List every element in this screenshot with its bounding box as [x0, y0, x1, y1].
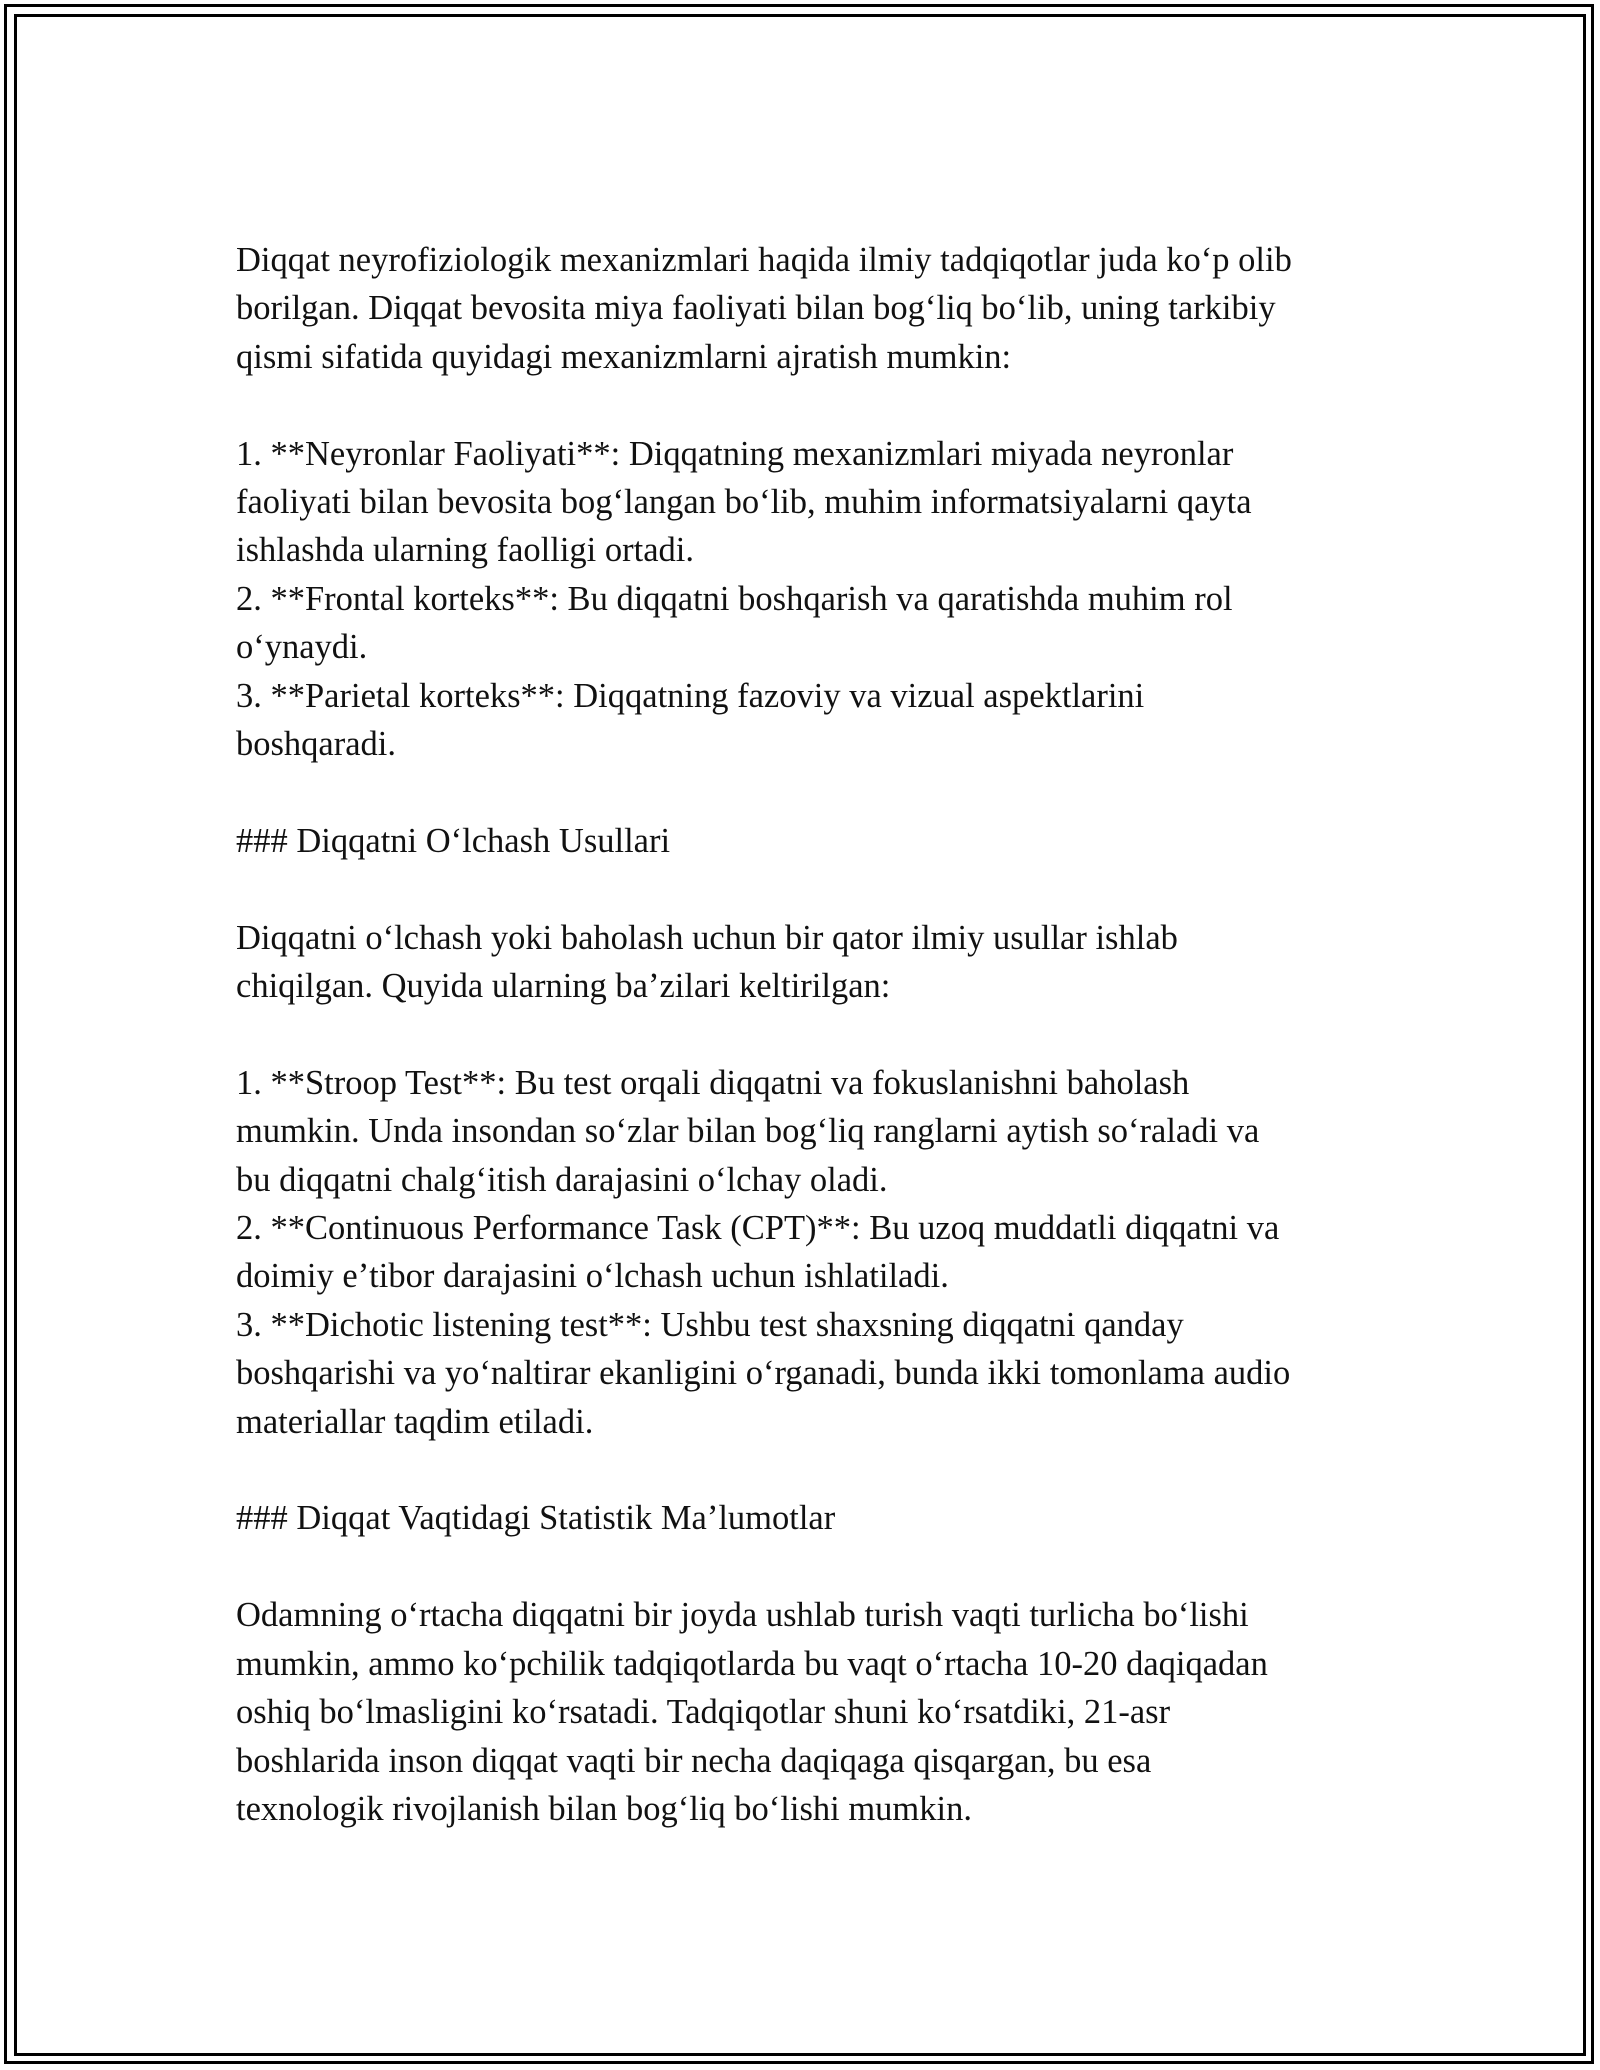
section-heading-methods: ### Diqqatni Oʻlchash Usullari	[236, 821, 671, 860]
spacer	[236, 1446, 1376, 1494]
document-body	[236, 236, 1376, 1833]
spacer	[236, 865, 1376, 913]
section-heading-stats: ### Diqqat Vaqtidagi Statistik Maʼlumotlar	[236, 1499, 836, 1538]
spacer	[236, 381, 1376, 429]
method-item: 2. **Continuous Performance Task (CPT)**: Bu uzoq muddatli diqqatni va doimiy eʼtibor darajasini oʻlchash uchun ishlatiladi.	[236, 1209, 1280, 1296]
stats-paragraph: Odamning oʻrtacha diqqatni bir joyda ushlab turish vaqti turlicha boʻlishi mumkin, ammo koʻpchilik tadqiqotlarda bu vaqt oʻrtacha 10-20 daqiqadan oshiq boʻlmasligini koʻrsatadi. Tadqiqotlar shuni koʻrsatdiki, 21-asr boshlarida inson diqqat vaqti bir necha daqiqaga qisqargan, bu esa texnologik rivojlanish bilan bogʻliq boʻlishi mumkin.	[236, 1596, 1268, 1828]
spacer	[236, 1010, 1376, 1058]
intro-paragraph: Diqqat neyrofiziologik mexanizmlari haqida ilmiy tadqiqotlar juda koʻp olib borilgan. Diqqat bevosita miya faoliyati bilan bogʻliq boʻlib, uning tarkibiy qismi sifatida quyidagi mexanizmlarni ajratish mumkin:	[236, 241, 1292, 376]
method-item: 3. **Dichotic listening test**: Ushbu test shaxsning diqqatni qanday boshqarishi va yoʻnaltirar ekanligini oʻrganadi, bunda ikki tomonlama audio materiallar taqdim etiladi.	[236, 1305, 1291, 1441]
spacer	[236, 768, 1376, 816]
spacer	[236, 1543, 1376, 1591]
mechanism-item: 1. **Neyronlar Faoliyati**: Diqqatning mexanizmlari miyada neyronlar faoliyati bilan bevosita bogʻlangan boʻlib, muhim informatsiyalarni qayta ishlashda ularning faolligi ortadi.	[236, 434, 1252, 570]
methods-paragraph: Diqqatni oʻlchash yoki baholash uchun bir qator ilmiy usullar ishlab chiqilgan. Quyida ularning baʼzilari keltirilgan:	[236, 918, 1178, 1006]
method-item: 1. **Stroop Test**: Bu test orqali diqqatni va fokuslanishni baholash mumkin. Unda insondan soʻzlar bilan bogʻliq ranglarni aytish soʻraladi va bu diqqatni chalgʻitish darajasini oʻlchay oladi.	[236, 1063, 1260, 1199]
mechanism-item: 3. **Parietal korteks**: Diqqatning fazoviy va vizual aspektlarini boshqaradi.	[236, 676, 1145, 764]
mechanism-item: 2. **Frontal korteks**: Bu diqqatni boshqarish va qaratishda muhim rol oʻynaydi.	[236, 579, 1233, 667]
